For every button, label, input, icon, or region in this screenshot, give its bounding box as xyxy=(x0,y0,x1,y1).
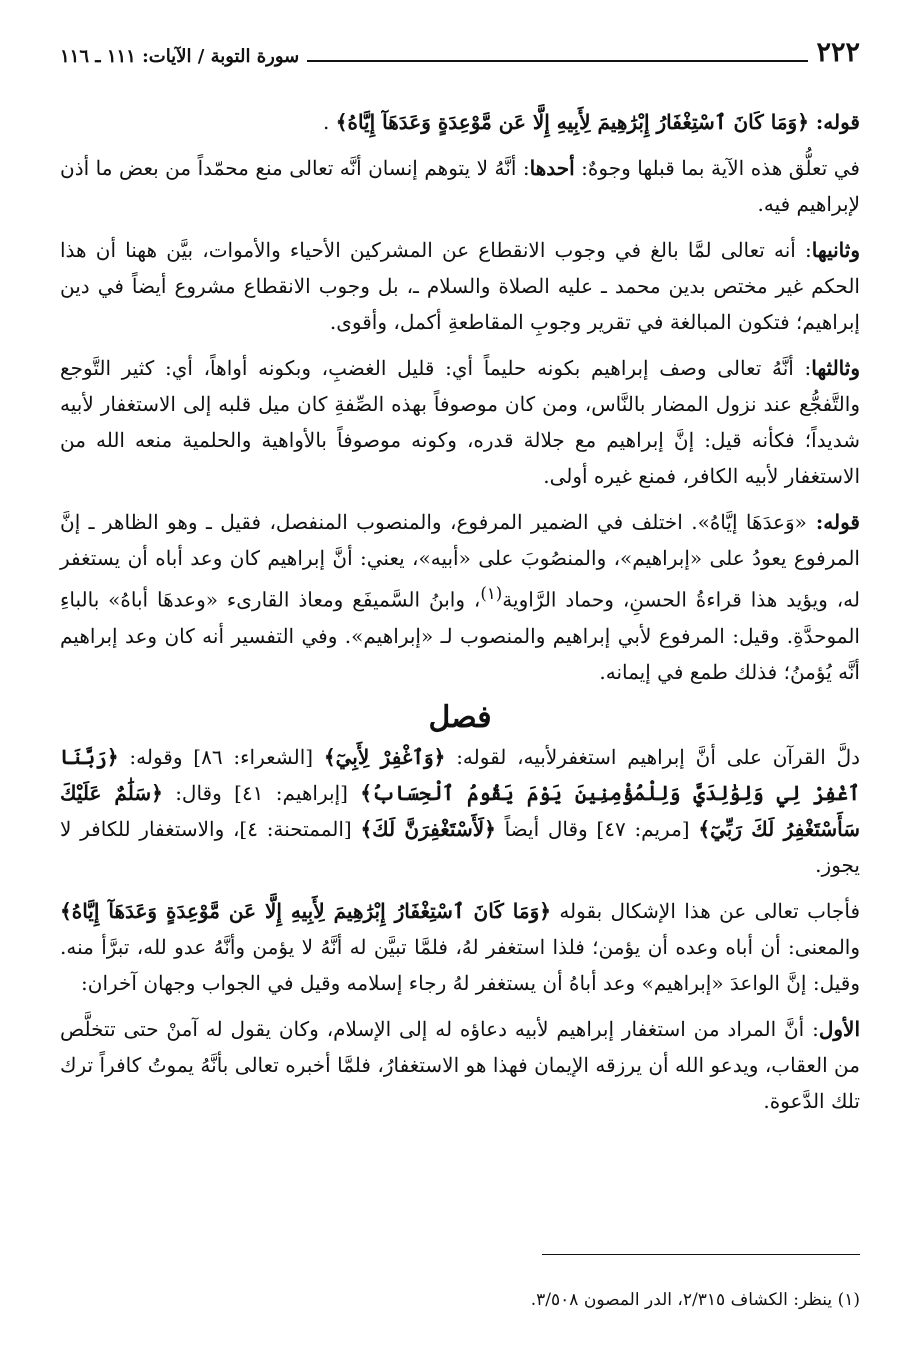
text-run: : أنَّ المراد من استغفار إبراهيم لأبيه دعاؤه له إلى الإسلام، وكان يقول له آمنْ حتى تتخلَّص من العقاب، ويدعو الله أن يرزقه الإيمان فهذا هو الاستغفارُ، فلمَّا أخبره تعالى بأنَّهُ يموتُ كافراً ترك تلك الدَّعوة. xyxy=(60,1016,860,1113)
quran-verse: ﴿وَمَا كَانَ ٱسْتِغْفَارُ إِبْرَٰهِيمَ لِأَبِيهِ إِلَّا عَن مَّوْعِدَةٍ وَعَدَهَآ إِيَّاهُ﴾ xyxy=(335,110,809,134)
section-paragraphs xyxy=(60,739,860,1119)
header-rule xyxy=(307,60,808,62)
text-run: [إبراهيم: ٤١] وقال: xyxy=(162,780,361,805)
text-run: في تعلُّق هذه الآية بما قبلها وجوهٌ: xyxy=(574,156,860,180)
text-run: دلَّ القرآن على أنَّ إبراهيم استغفرلأبيه، لقوله: xyxy=(445,744,861,769)
paragraph xyxy=(60,150,860,222)
paragraph xyxy=(60,350,860,494)
text-run: [الشعراء: ٨٦] وقوله: xyxy=(118,744,324,769)
text-run: والمعنى: أن أباه وعده أن يؤمن؛ فلذا استغفر لهُ، فلمَّا تبيَّن له أنَّهُ لا يؤمن وأنَّهُ عدو لله، تبرَّأ منه. وقيل: إنَّ الواعدَ «إبراهيم» وعد أباهُ أن يستغفر لهُ رجاء إسلامه وقيل في الجواب وجهان آخران: xyxy=(60,934,860,995)
text-run: : أنَّهُ لا يتوهم إنسان أنَّه تعالى منع محمّداً من بعض ما أذن لإبراهيم فيه. xyxy=(60,156,860,216)
text-run: [الممتحنة: ٤]، والاستغفار للكافر لا يجوز. xyxy=(60,816,860,877)
text-run: فأجاب تعالى عن هذا الإشكال بقوله xyxy=(551,898,861,923)
text-run: [مريم: ٤٧] وقال أيضاً xyxy=(495,816,699,841)
paragraph xyxy=(60,232,860,340)
text-run: . xyxy=(323,110,336,134)
quran-verse: ﴿لَأَسْتَغْفِرَنَّ لَكَ﴾ xyxy=(360,816,496,841)
text-run: ، وابنُ السَّميفَع ومعاذ القارىء «وعدهَا أباهُ» بالباءِ الموحدَّةِ. وقيل: المرفوع لأبي إبراهيم والمنصوب لـ «إبراهيم». وفي التفسير أنه كان وعد إبراهيم أنَّه يُؤمنُ؛ فذلك طمع في إيمانه. xyxy=(60,587,860,684)
footnote: (١) ينظر: الكشاف ٢/٣١٥، الدر المصون ٣/٥٠٨. xyxy=(530,1290,860,1310)
running-title: سورة التوبة / الآيات: ١١١ ـ ١١٦ xyxy=(60,46,300,67)
paragraph xyxy=(60,504,860,690)
text-run: : أنه تعالى لمَّا بالغ في وجوب الانقطاع عن المشركين الأحياء والأموات، بيَّن ههنا أن هذا الحكم غير مختص بدين محمد ـ عليه الصلاة والسلام ـ، بل وجوب الانقطاع مشروع أيضاً في دين إبراهيم؛ فتكون المبالغة في تقرير وجوبِ المقاطعةِ أكمل، وأقوى. xyxy=(60,238,860,334)
footnote-rule xyxy=(542,1254,860,1255)
page-body xyxy=(60,104,860,1119)
paragraph-lead: وثانيها xyxy=(811,238,860,262)
text-run: : أنَّهُ تعالى وصف إبراهيم بكونه حليماً أي: قليل الغضبِ، وبكونه أواهاً، أي: كثير التَّوجع والتَّفجُّع عند نزول المضار بالنَّاس، ومن كان موصوفاً بهذه الصِّفةِ كان ميل قلبه إلى الاستغفار لأبيه شديداً؛ فكأنه قيل: إنَّ إبراهيم مع جلالة قدره، وكونه موصوفاً بالأواهية والحلمية منعه الله من الاستغفار لأبيه الكافر، فمنع غيره أولى. xyxy=(60,356,860,488)
page-header xyxy=(60,32,860,66)
paragraph-lead: قوله: xyxy=(806,510,860,534)
quran-verse: ﴿وَمَا كَانَ ٱسْتِغْفَارُ إِبْرَٰهِيمَ لِأَبِيهِ إِلَّا عَن مَّوْعِدَةٍ وَعَدَهَآ إِيَّاهُ﴾ xyxy=(60,898,551,923)
paragraph-lead: وثالثها xyxy=(811,356,860,380)
text-run: «وَعدَهَا إيَّاهُ». اختلف في الضمير المرفوع، والمنصوب المنفصل، فقيل ـ وهو الظاهر ـ إنَّ المرفوع يعودُ على «إبراهيم»، والمنصُوبَ على «أبيه»، يعني: أنَّ إبراهيم كان وعد أباه أن يستغفر له، ويؤيد هذا قراءةُ الحسنِ، وحماد الرَّاوية xyxy=(60,510,860,612)
commentary-paragraphs xyxy=(60,104,860,690)
footnote-ref: (١) xyxy=(480,584,503,603)
paragraph-lead: الأول xyxy=(818,1016,860,1041)
section-title: فصل xyxy=(428,699,492,735)
paragraph xyxy=(60,104,860,140)
quran-verse: ﴿سَلَٰمٌ عَلَيْكَ سَأَسْتَغْفِرُ لَكَ رَبِّيٓ﴾ xyxy=(60,780,861,841)
paragraph-lead: قوله: xyxy=(808,110,860,134)
paragraph xyxy=(60,1011,860,1119)
quran-verse: أحدها xyxy=(529,156,575,180)
quran-verse: ﴿وَٱغْفِرْ لِأَبِيٓ﴾ xyxy=(323,744,446,769)
quran-verse: ﴿رَبَّنَا ٱغْفِرْ لِي وَلِوَٰلِدَيَّ وَلِلْمُؤْمِنِينَ يَوْمَ يَقُومُ ٱلْحِسَابُ﴾ xyxy=(60,744,860,805)
paragraph xyxy=(60,739,860,883)
paragraph xyxy=(60,893,860,1001)
page-number: ٢٢٢ xyxy=(816,37,860,68)
